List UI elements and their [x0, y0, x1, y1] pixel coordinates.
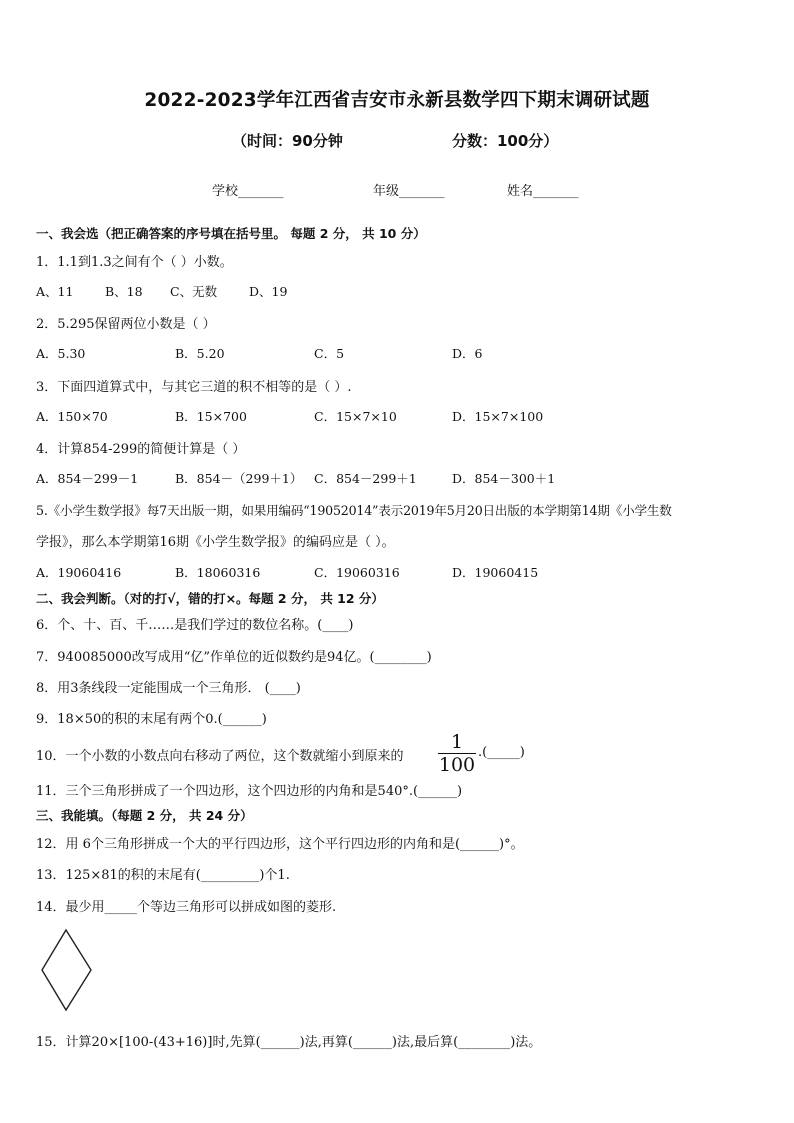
q1-option-a: A、11 [36, 284, 74, 299]
q2-option-d: D．6 [452, 346, 483, 361]
school-field: 学校_______ [212, 184, 284, 199]
exam-title: 2022-2023学年江西省吉安市永新县数学四下期末调研试题 [144, 90, 650, 111]
exam-time: （时间：90分钟 [232, 132, 343, 150]
q1-option-b: B、18 [105, 284, 143, 299]
q5-option-a: A．19060416 [36, 565, 122, 580]
question-7: 7．940085000改写成用“亿”作单位的近似数约是94亿。(________) [36, 650, 432, 665]
section1-heading: 一、我会选（把正确答案的序号填在括号里。 每题 2 分， 共 10 分） [36, 226, 426, 241]
q4-option-b: B．854－（299＋1） [175, 471, 303, 486]
question-14: 14．最少用_____个等边三角形可以拼成如图的菱形. [36, 900, 337, 915]
section2-heading: 二、我会判断。（对的打√，错的打×。每题 2 分， 共 12 分） [36, 591, 384, 606]
grade-field: 年级_______ [373, 184, 445, 199]
q2-option-c: C．5 [314, 346, 345, 361]
q2-option-a: A．5.30 [36, 346, 86, 361]
q1-option-c: C、无数 [170, 284, 218, 299]
fraction-denominator: 100 [438, 754, 476, 777]
fraction-one-hundredth [438, 732, 476, 775]
exam-score: 分数：100分） [452, 132, 559, 150]
question-5-line1: 5.《小学生数学报》每7天出版一期，如果用编码“19052014”表示2019年5月20日出版的本学期第14期《小学生数 [36, 503, 672, 518]
section3-heading: 三、我能填。（每题 2 分， 共 24 分） [36, 808, 253, 823]
q5-option-b: B．18060316 [175, 565, 261, 580]
q4-option-c: C．854－299＋1 [314, 471, 417, 486]
rhombus-shape [42, 930, 91, 1010]
q5-option-c: C．19060316 [314, 565, 400, 580]
question-5-line2: 学报》，那么本学期第16期《小学生数学报》的编码应是（ ）。 [36, 535, 395, 550]
q3-option-b: B．15×700 [175, 409, 247, 424]
fraction-numerator: 1 [450, 731, 464, 753]
question-1: 1．1.1到1.3之间有个（ ）小数。 [36, 255, 233, 270]
question-9: 9．18×50的积的末尾有两个0.(______) [36, 712, 267, 727]
question-12: 12．用 6个三角形拼成一个大的平行四边形，这个平行四边形的内角和是(______)°。 [36, 837, 524, 852]
q4-option-d: D．854－300＋1 [452, 471, 556, 486]
question-10-text: 10．一个小数的小数点向右移动了两位，这个数就缩小到原来的 [36, 749, 404, 764]
question-10-blank: .(_____) [478, 745, 525, 760]
question-15: 15．计算20×[100-(43+16)]时,先算(______)法,再算(______)法,最后算(________)法。 [36, 1035, 542, 1050]
q1-option-d: D、19 [249, 284, 288, 299]
q3-option-c: C．15×7×10 [314, 409, 397, 424]
question-2: 2．5.295保留两位小数是（ ） [36, 317, 216, 332]
question-11: 11．三个三角形拼成了一个四边形，这个四边形的内角和是540°.(______) [36, 784, 463, 799]
question-4: 4．计算854-299的简便计算是（ ） [36, 442, 246, 457]
q5-option-d: D．19060415 [452, 565, 539, 580]
name-field: 姓名_______ [507, 184, 579, 199]
question-13: 13．125×81的积的末尾有(_________)个1. [36, 868, 290, 883]
q3-option-d: D．15×7×100 [452, 409, 544, 424]
question-8: 8．用3条线段一定能围成一个三角形． (____) [36, 681, 301, 696]
question-6: 6．个、十、百、千……是我们学过的数位名称。(____) [36, 618, 354, 633]
question-3: 3．下面四道算式中，与其它三道的积不相等的是（ ）. [36, 380, 352, 395]
q4-option-a: A．854－299－1 [36, 471, 139, 486]
q3-option-a: A．150×70 [36, 409, 108, 424]
rhombus-figure [40, 928, 94, 1012]
q2-option-b: B．5.20 [175, 346, 225, 361]
